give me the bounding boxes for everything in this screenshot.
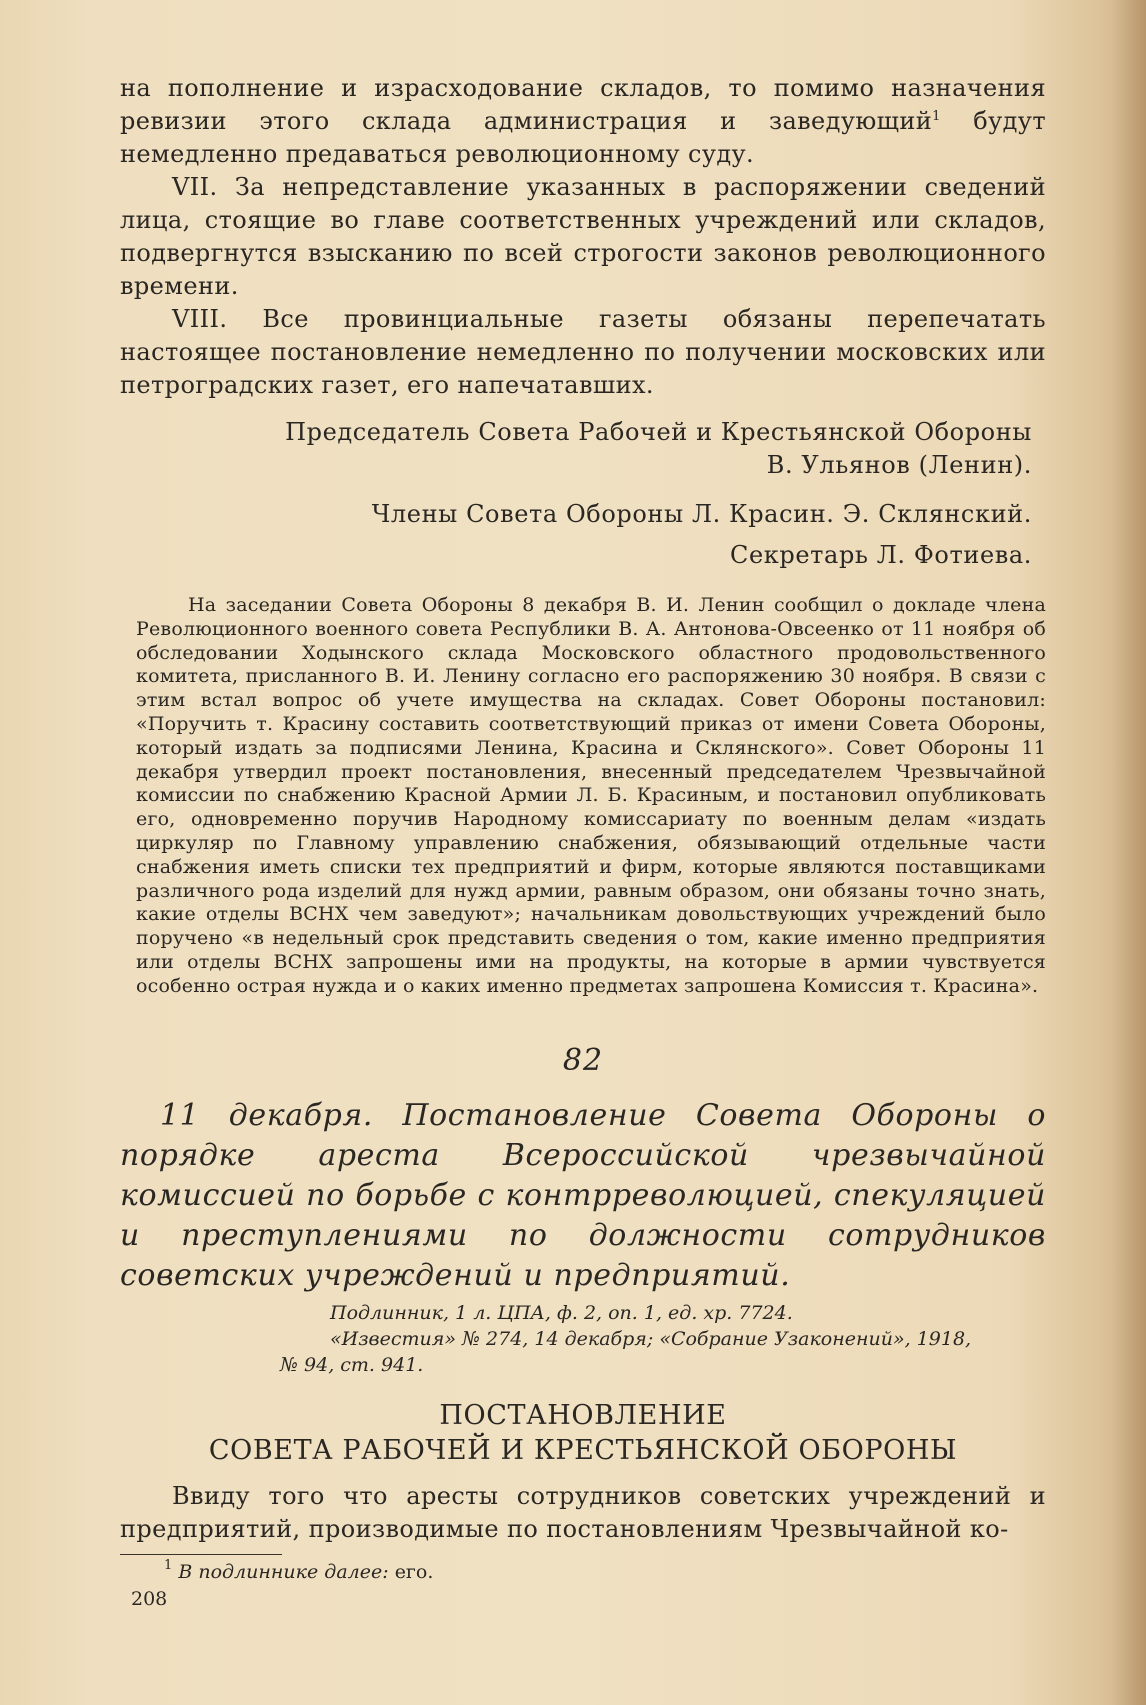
signature-block: [120, 416, 1046, 572]
footnote-reference: 1: [932, 109, 941, 124]
signature-members: Члены Совета Обороны Л. Красин. Э. Склянский.: [371, 500, 1032, 528]
decree-body: Ввиду того что аресты сотрудников советских учреждений и предприятий, производимые по постановлениям Чрезвычайной ко-: [120, 1481, 1046, 1543]
footnote-marker: 1: [164, 1557, 173, 1573]
decree-heading-2: СОВЕТА РАБОЧЕЙ И КРЕСТЬЯНСКОЙ ОБОРОНЫ: [208, 1434, 958, 1466]
footnote-text: его.: [394, 1560, 434, 1583]
footnote-italic-text: В подлиннике далее:: [178, 1560, 389, 1583]
signature-chair-title: Председатель Совета Рабочей и Крестьянской Обороны: [285, 418, 1032, 446]
document-number: 82: [562, 1042, 604, 1078]
page-number: 208: [131, 1588, 168, 1610]
source-line-1: Подлинник, 1 л. ЦПА, ф. 2, оп. 1, ед. хр. 7724.: [330, 1301, 793, 1324]
decree-heading-1: ПОСТАНОВЛЕНИЕ: [439, 1399, 727, 1431]
page-content: [120, 72, 1046, 1585]
source-line-3: № 94, ст. 941.: [280, 1353, 424, 1376]
signature-chair-name: В. Ульянов (Ленин).: [766, 451, 1032, 479]
paragraph-continuation: [120, 72, 1046, 171]
footnote-rule: [120, 1554, 282, 1555]
editorial-commentary: На заседании Совета Обороны 8 декабря В. И. Ленин сообщил о докладе члена Революционного военного совета Республики В. А. Антонова-Овсеенко от 11 ноября об обследовании Ходынского склада Московского областного продовольственного комитета, присланного В. И. Ленину согласно его распоряжению 30 ноября. В связи с этим встал вопрос об учете имущества на складах. Совет Обороны постановил: «Поручить т. Красину составить соответствующий приказ от имени Совета Обороны, который издать за подписями Ленина, Красина и Склянского». Совет Обороны 11 декабря утвердил проект постановления, внесенный председателем Чрезвычайной комиссии по снабжению Красной Армии Л. Б. Красиным, и постановил опубликовать его, одновременно поручив Народному комиссариату по военным делам «издать циркуляр по Главному управлению снабжения, обязывающий отдельные части снабжения иметь списки тех предприятий и фирм, которые являются поставщиками различного рода изделий для нужд армии, равным образом, они обязаны точно знать, какие отделы ВСНХ чем заведуют»; начальникам довольствующих учреждений было поручено «в недельный срок представить сведения о том, какие именно предприятия или отделы ВСНХ запрошены ими на продукты, на которые в армии чувствуется особенно острая нужда и о каких именно предметах запрошена Комиссия т. Красина».: [136, 594, 1046, 997]
document-title: 11 декабря. Постановление Совета Обороны о порядке ареста Всероссийской чрезвычайной комиссией по борьбе с контрреволюцией, спекуляцией и преступлениями по должности сотрудников советских учреждений и предприятий.: [120, 1097, 1046, 1293]
source-line-2: «Известия» № 274, 14 декабря; «Собрание Узаконений», 1918,: [330, 1327, 972, 1350]
page-gutter-shadow: [1112, 0, 1146, 1705]
paragraph-viii: VIII. Все провинциальные газеты обязаны перепечатать настоящее постановление немедленно по получении московских или петроградских газет, его напечатавших.: [120, 305, 1046, 399]
paragraph-text: на пополнение и израсходование складов, то помимо назначения ревизии этого склада администрация и заведующий: [120, 74, 1046, 135]
signature-secretary: Секретарь Л. Фотиева.: [730, 541, 1032, 569]
paragraph-text: будут немедленно предаваться революционному суду.: [120, 107, 1046, 168]
footnote: [164, 1559, 1046, 1585]
paragraph-vii: VII. За непредставление указанных в распоряжении сведений лица, стоящие во главе соответственных учреждений или складов, подвергнутся взысканию по всей строгости законов революционного времени.: [120, 173, 1046, 300]
